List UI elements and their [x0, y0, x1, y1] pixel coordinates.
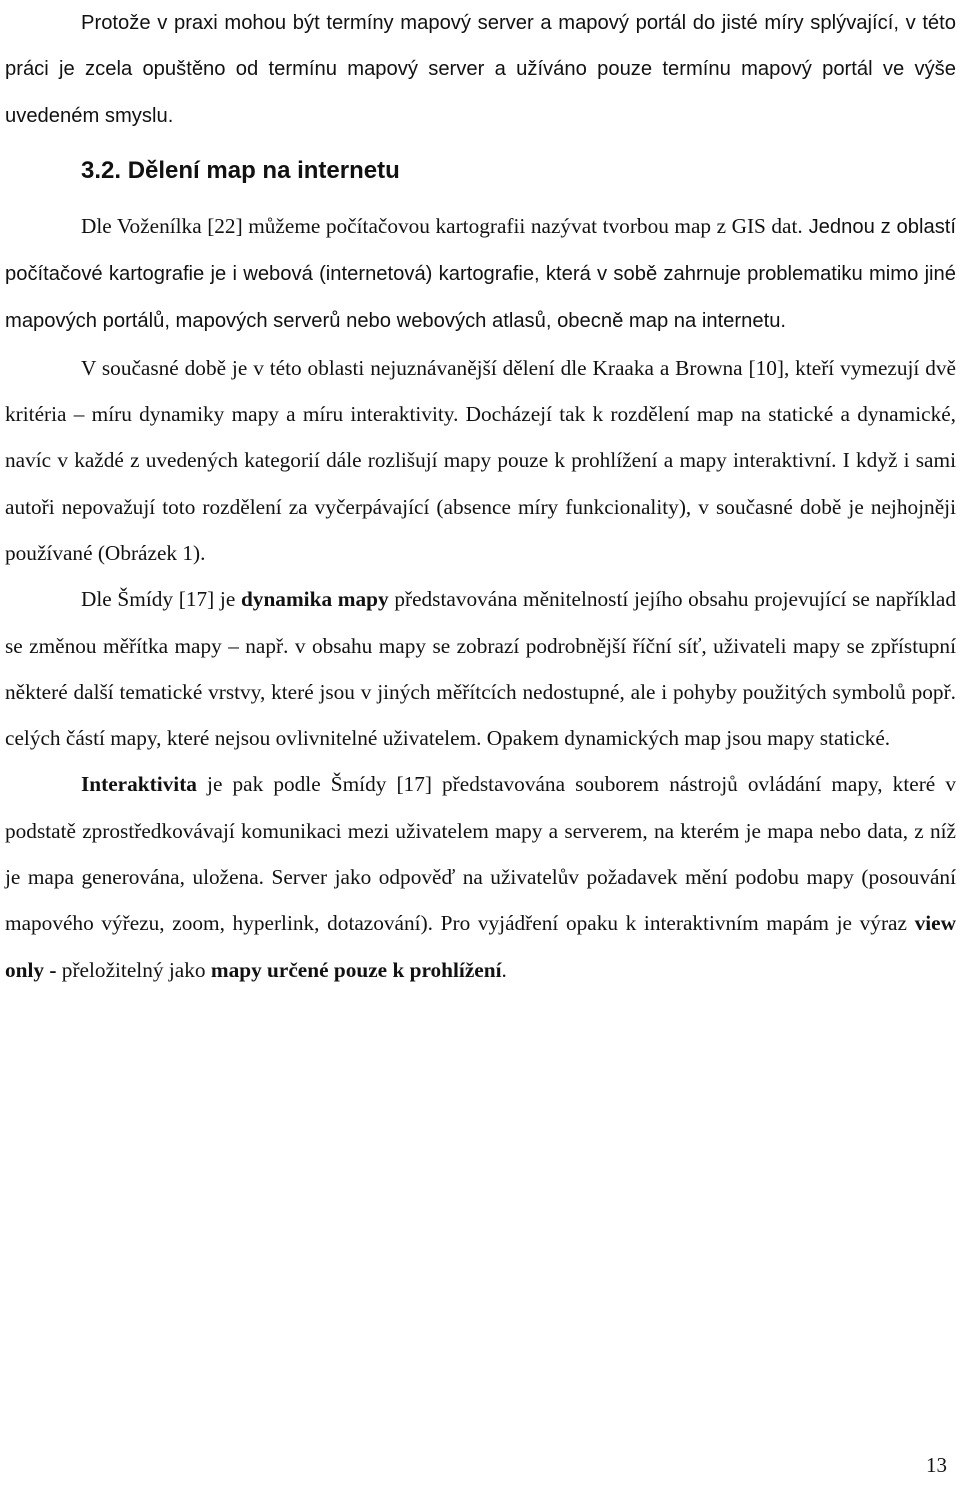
paragraph-4-body: je pak podle Šmídy [17] představována souborem nástrojů ovládání mapy, které v podstatě zprostředkovávají komunikaci mezi uživatelem mapy a serverem, na kterém je mapa nebo data, z níž je mapa generována, uložena. Server jako odpověď na uživatelův požadavek mění podobu mapy (posouvání mapového výřezu, zoom, hyperlink, dotazování). Pro vyjádření opaku k interaktivním mapám je výraz: [5, 772, 956, 936]
document-page: [5, 0, 956, 993]
paragraph-4: [5, 761, 956, 992]
paragraph-3: [5, 576, 956, 761]
paragraph-2: [5, 345, 956, 576]
paragraph-4-mid: přeložitelný jako: [56, 957, 211, 982]
paragraph-1-rest: Jednou z oblastí počítačové kartografie je i webová (internetová) kartografie, která v sobě zahrnuje problematiku mimo jiné mapových portálů, mapových serverů nebo webových atlasů, obecně map na internetu.: [5, 215, 957, 333]
paragraph-1-start: Dle Voženílka [22] můžeme počítačovou kartografii nazývat tvorbou map z GIS dat.: [81, 213, 803, 238]
term-view-only: view only -: [5, 911, 956, 982]
paragraph-4-end: .: [501, 957, 507, 982]
term-dynamika-mapy: dynamika mapy: [240, 587, 389, 612]
paragraph-1: [5, 203, 956, 345]
term-mapy-urcene: mapy určené pouze k prohlížení: [210, 957, 502, 982]
paragraph-3-rest: představována měnitelností jejího obsahu projevující se například se změnou měřítka mapy – např. v obsahu mapy se zobrazí podrobnější říční síť, uživateli mapy se zpřístupní některé další tematické vrstvy, které jsou v jiných měřítcích nedostupné, ale i pohyby použitých symbolů popř. celých částí mapy, které nejsou ovlivnitelné uživatelem. Opakem dynamických map jsou mapy statické.: [5, 587, 956, 751]
term-interaktivita: Interaktivita: [81, 772, 197, 797]
section-heading: 3.2. Dělení map na internetu: [81, 156, 400, 184]
paragraph-2-text: V současné době je v této oblasti nejuznávanější dělení dle Kraaka a Browna [10], kteří vymezují dvě kritéria – míru dynamiky mapy a míru interaktivity. Docházejí tak k rozdělení map na statické a dynamické, navíc v každé z uvedených kategorií dále rozlišují mapy pouze k prohlížení a mapy interaktivní. I když i sami autoři nepovažují toto rozdělení za vyčerpávající (absence míry funkcionality), v současné době je nejhojněji používané (Obrázek 1).: [5, 355, 956, 565]
intro-text: Protože v praxi mohou být termíny mapový server a mapový portál do jisté míry splývající, v této práci je zcela opuštěno od termínu mapový server a užíváno pouze termínu mapový portál ve výše uvedeném smyslu.: [5, 12, 956, 127]
page-number: 13: [926, 1453, 947, 1477]
intro-paragraph: [5, 0, 956, 139]
paragraph-3-start: Dle Šmídy [17] je: [81, 587, 241, 612]
